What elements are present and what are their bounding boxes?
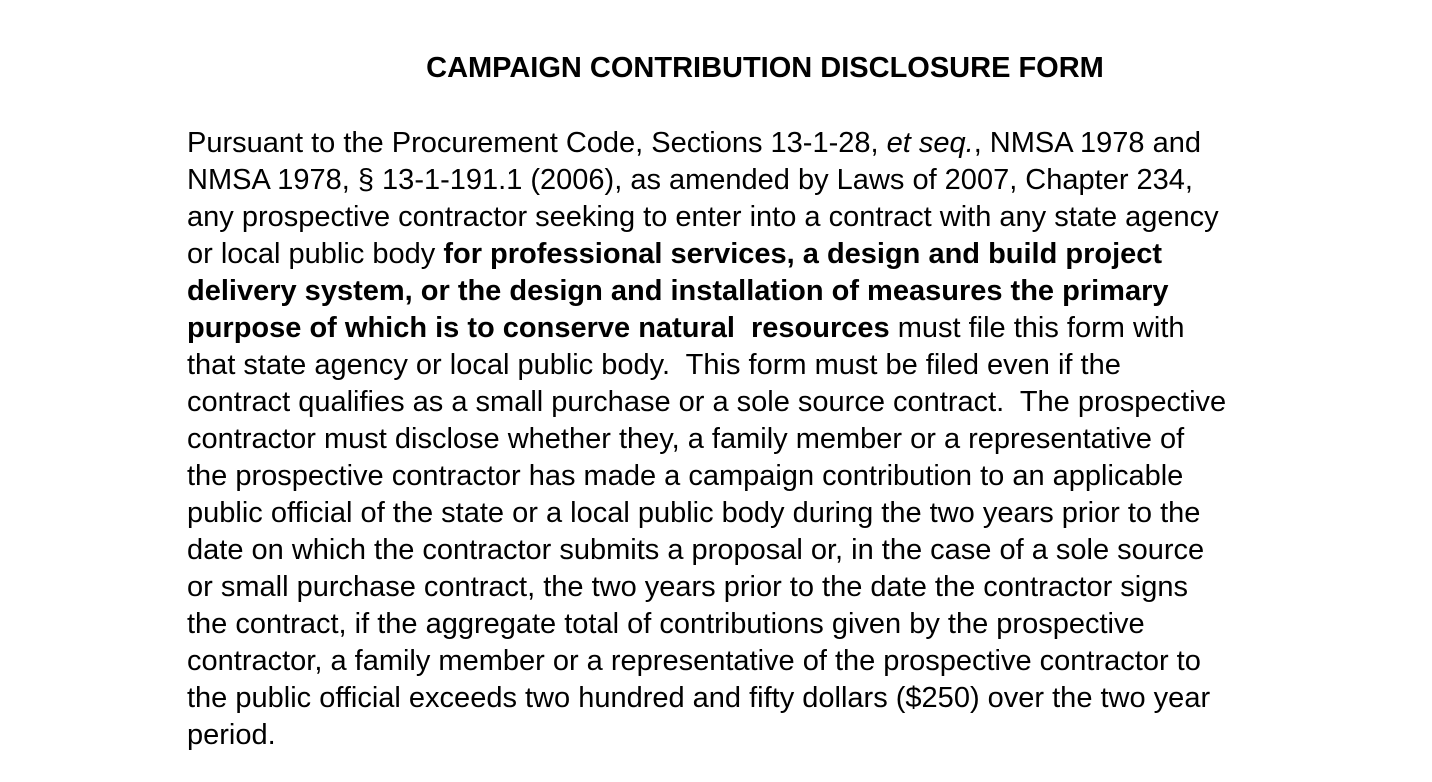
paragraph-line: the public official exceeds two hundred and fifty dollars ($250) over the two year bbox=[187, 682, 1211, 714]
paragraph-line: contractor, a family member or a representative of the prospective contractor to bbox=[187, 645, 1201, 677]
paragraph-line bbox=[187, 236, 1387, 273]
bold-run: for professional services, a design and build project bbox=[443, 238, 1163, 270]
paragraph-line: date on which the contractor submits a proposal or, in the case of a sole source bbox=[187, 534, 1205, 566]
paragraph-line: that state agency or local public body. This form must be filed even if the bbox=[187, 349, 1121, 381]
disclosure-paragraph bbox=[187, 125, 1387, 754]
document-title: CAMPAIGN CONTRIBUTION DISCLOSURE FORM bbox=[426, 52, 1104, 84]
paragraph-line: the prospective contractor has made a campaign contribution to an applicable bbox=[187, 460, 1184, 492]
paragraph-line: the contract, if the aggregate total of contributions given by the prospective bbox=[187, 608, 1145, 640]
paragraph-line: contractor must disclose whether they, a family member or a representative of bbox=[187, 423, 1185, 455]
paragraph-line: contract qualifies as a small purchase or a sole source contract. The prospective bbox=[187, 386, 1227, 418]
paragraph-line: NMSA 1978, § 13-1-191.1 (2006), as amended by Laws of 2007, Chapter 234, bbox=[187, 164, 1193, 196]
text-run: Pursuant to the Procurement Code, Sections 13-1-28, bbox=[187, 127, 887, 159]
paragraph-line: delivery system, or the design and installation of measures the primary bbox=[187, 275, 1169, 307]
paragraph-line: any prospective contractor seeking to enter into a contract with any state agency bbox=[187, 201, 1219, 233]
paragraph-line bbox=[187, 125, 1387, 162]
bold-run: purpose of which is to conserve natural resources bbox=[187, 312, 890, 344]
paragraph-line: or small purchase contract, the two years prior to the date the contractor signs bbox=[187, 571, 1188, 603]
paragraph-line bbox=[187, 310, 1387, 347]
paragraph-line: period. bbox=[187, 719, 276, 751]
paragraph-line: public official of the state or a local public body during the two years prior to the bbox=[187, 497, 1201, 529]
text-run: or local public body bbox=[187, 238, 444, 270]
italic-run: et seq. bbox=[886, 127, 974, 159]
text-run: , NMSA 1978 and bbox=[973, 127, 1202, 159]
text-run: must file this form with bbox=[889, 312, 1185, 344]
